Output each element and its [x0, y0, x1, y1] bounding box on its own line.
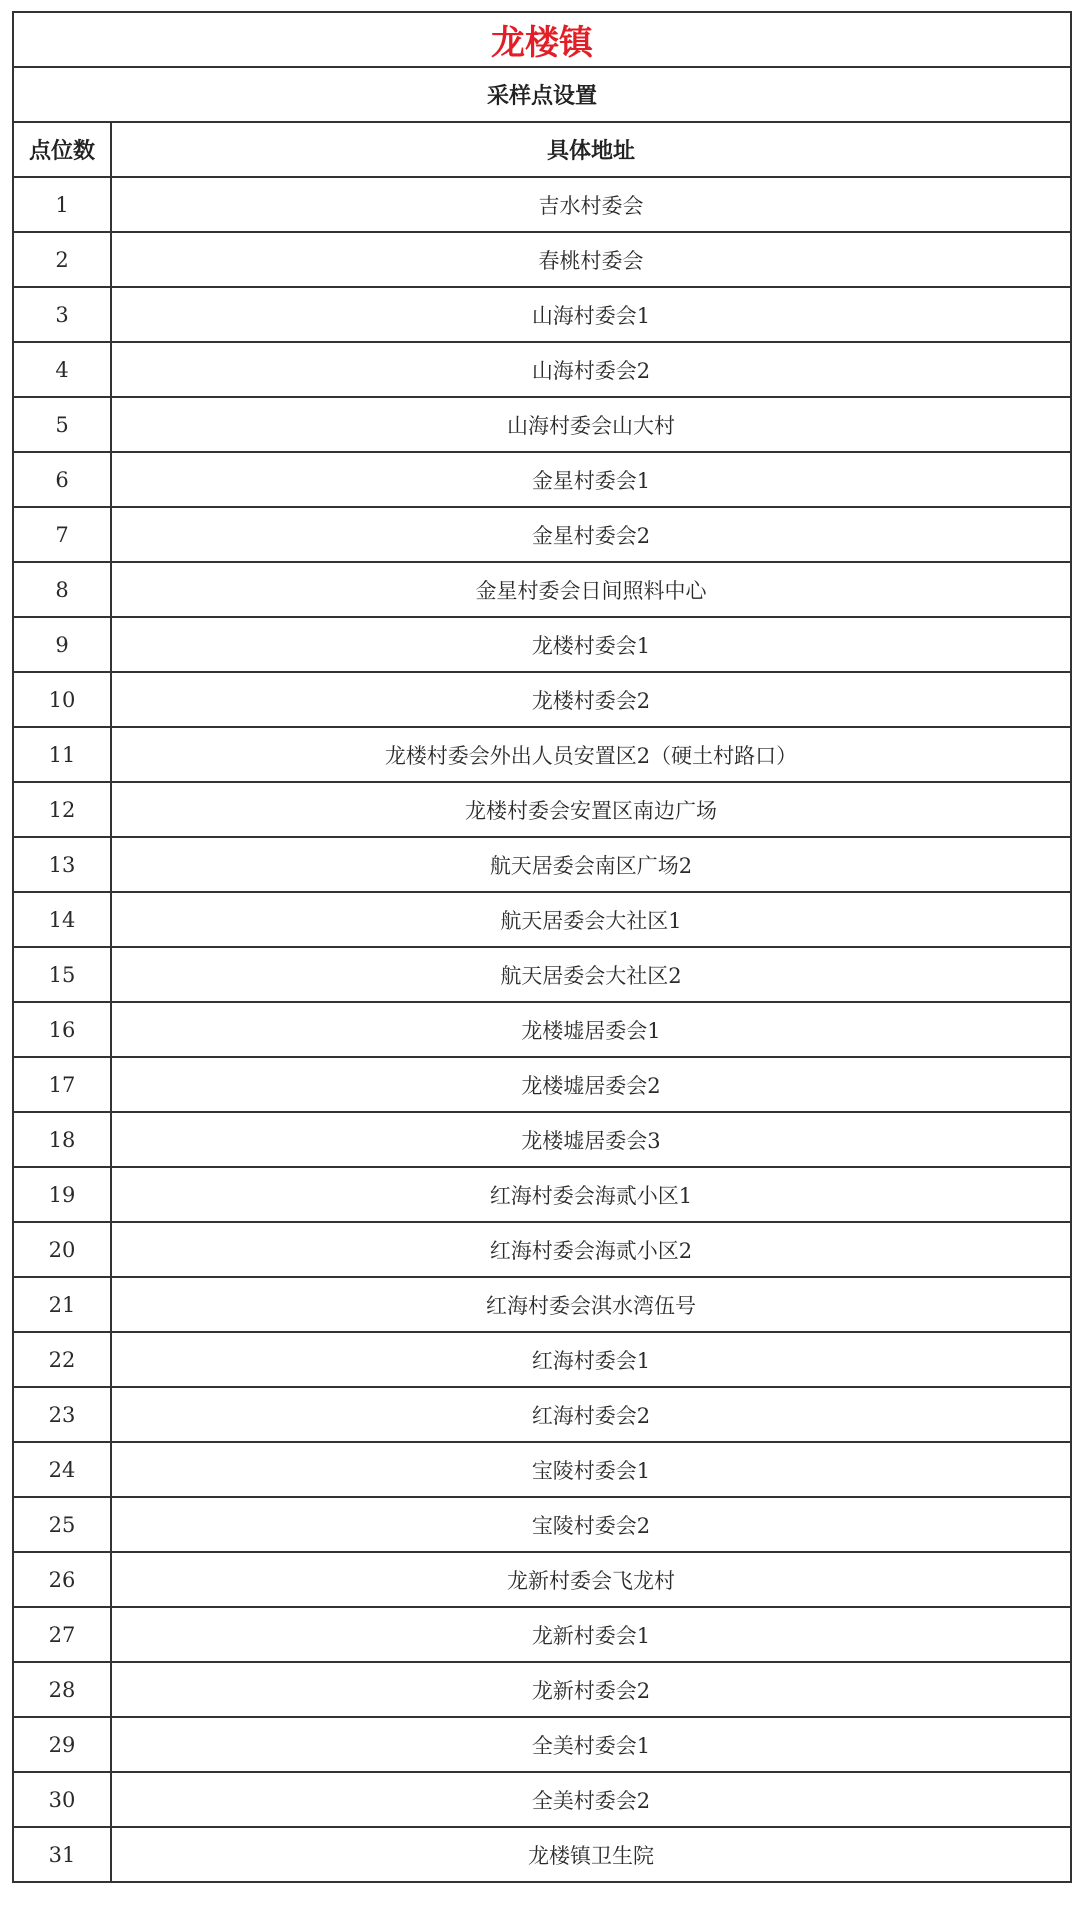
row-address-cell: 金星村委会1: [111, 452, 1071, 507]
row-address-cell: 山海村委会山大村: [111, 397, 1071, 452]
row-number-cell: 9: [13, 617, 111, 672]
table-row: [13, 1717, 1071, 1772]
row-address-cell: 红海村委会1: [111, 1332, 1071, 1387]
table-row: [13, 837, 1071, 892]
column-header-address: 具体地址: [111, 122, 1071, 177]
row-address-cell: 龙楼村委会1: [111, 617, 1071, 672]
row-address-cell: 龙楼墟居委会3: [111, 1112, 1071, 1167]
row-number-cell: 6: [13, 452, 111, 507]
row-address-cell: 龙楼村委会2: [111, 672, 1071, 727]
row-address-cell: 龙新村委会飞龙村: [111, 1552, 1071, 1607]
row-address-cell: 航天居委会大社区1: [111, 892, 1071, 947]
row-number-cell: 30: [13, 1772, 111, 1827]
row-number-cell: 28: [13, 1662, 111, 1717]
table-row: [13, 1442, 1071, 1497]
row-number-cell: 26: [13, 1552, 111, 1607]
row-address-cell: 龙新村委会2: [111, 1662, 1071, 1717]
table-row: [13, 1387, 1071, 1442]
row-address-cell: 金星村委会日间照料中心: [111, 562, 1071, 617]
row-number-cell: 5: [13, 397, 111, 452]
row-number-cell: 2: [13, 232, 111, 287]
row-number-cell: 22: [13, 1332, 111, 1387]
table-row: [13, 672, 1071, 727]
row-number-cell: 23: [13, 1387, 111, 1442]
table-row: [13, 562, 1071, 617]
header-row: [13, 122, 1071, 177]
row-address-cell: 春桃村委会: [111, 232, 1071, 287]
table-title: 龙楼镇: [13, 12, 1071, 67]
table-row: [13, 727, 1071, 782]
table-row: [13, 1112, 1071, 1167]
row-number-cell: 7: [13, 507, 111, 562]
table-row: [13, 947, 1071, 1002]
row-number-cell: 17: [13, 1057, 111, 1112]
table-row: [13, 1607, 1071, 1662]
row-number-cell: 16: [13, 1002, 111, 1057]
table-row: [13, 617, 1071, 672]
row-address-cell: 龙楼村委会外出人员安置区2（硬土村路口）: [111, 727, 1071, 782]
row-address-cell: 龙楼墟居委会1: [111, 1002, 1071, 1057]
row-number-cell: 29: [13, 1717, 111, 1772]
table-row: [13, 342, 1071, 397]
row-number-cell: 15: [13, 947, 111, 1002]
row-number-cell: 8: [13, 562, 111, 617]
row-address-cell: 龙楼村委会安置区南边广场: [111, 782, 1071, 837]
row-number-cell: 27: [13, 1607, 111, 1662]
row-number-cell: 12: [13, 782, 111, 837]
row-address-cell: 红海村委会海贰小区1: [111, 1167, 1071, 1222]
table-row: [13, 1332, 1071, 1387]
table-row: [13, 1222, 1071, 1277]
row-address-cell: 龙楼墟居委会2: [111, 1057, 1071, 1112]
row-address-cell: 红海村委会淇水湾伍号: [111, 1277, 1071, 1332]
row-number-cell: 14: [13, 892, 111, 947]
row-number-cell: 31: [13, 1827, 111, 1882]
table-row: [13, 177, 1071, 232]
row-address-cell: 宝陵村委会1: [111, 1442, 1071, 1497]
table-row: [13, 1552, 1071, 1607]
row-number-cell: 10: [13, 672, 111, 727]
table-row: [13, 507, 1071, 562]
table-row: [13, 397, 1071, 452]
row-address-cell: 吉水村委会: [111, 177, 1071, 232]
row-address-cell: 山海村委会2: [111, 342, 1071, 397]
row-number-cell: 20: [13, 1222, 111, 1277]
row-address-cell: 全美村委会2: [111, 1772, 1071, 1827]
table-row: [13, 1497, 1071, 1552]
table-subtitle: 采样点设置: [13, 67, 1071, 122]
table-row: [13, 1057, 1071, 1112]
row-address-cell: 航天居委会大社区2: [111, 947, 1071, 1002]
table-row: [13, 1827, 1071, 1882]
table-body: [13, 177, 1071, 1882]
row-number-cell: 13: [13, 837, 111, 892]
table-row: [13, 782, 1071, 837]
row-number-cell: 18: [13, 1112, 111, 1167]
row-address-cell: 龙新村委会1: [111, 1607, 1071, 1662]
row-address-cell: 全美村委会1: [111, 1717, 1071, 1772]
title-row: [13, 12, 1071, 67]
row-number-cell: 1: [13, 177, 111, 232]
table-row: [13, 892, 1071, 947]
table-row: [13, 452, 1071, 507]
row-number-cell: 25: [13, 1497, 111, 1552]
column-header-number: 点位数: [13, 122, 111, 177]
row-address-cell: 金星村委会2: [111, 507, 1071, 562]
table-row: [13, 232, 1071, 287]
row-number-cell: 24: [13, 1442, 111, 1497]
table-row: [13, 287, 1071, 342]
row-address-cell: 宝陵村委会2: [111, 1497, 1071, 1552]
row-address-cell: 航天居委会南区广场2: [111, 837, 1071, 892]
row-number-cell: 4: [13, 342, 111, 397]
table-row: [13, 1662, 1071, 1717]
table-row: [13, 1002, 1071, 1057]
row-address-cell: 龙楼镇卫生院: [111, 1827, 1071, 1882]
table-row: [13, 1772, 1071, 1827]
row-address-cell: 山海村委会1: [111, 287, 1071, 342]
row-number-cell: 21: [13, 1277, 111, 1332]
sampling-sites-table: [12, 11, 1072, 1883]
subtitle-row: [13, 67, 1071, 122]
row-address-cell: 红海村委会2: [111, 1387, 1071, 1442]
row-address-cell: 红海村委会海贰小区2: [111, 1222, 1071, 1277]
sampling-sites-sheet: [12, 11, 1070, 1883]
table-row: [13, 1277, 1071, 1332]
table-row: [13, 1167, 1071, 1222]
row-number-cell: 11: [13, 727, 111, 782]
row-number-cell: 3: [13, 287, 111, 342]
row-number-cell: 19: [13, 1167, 111, 1222]
